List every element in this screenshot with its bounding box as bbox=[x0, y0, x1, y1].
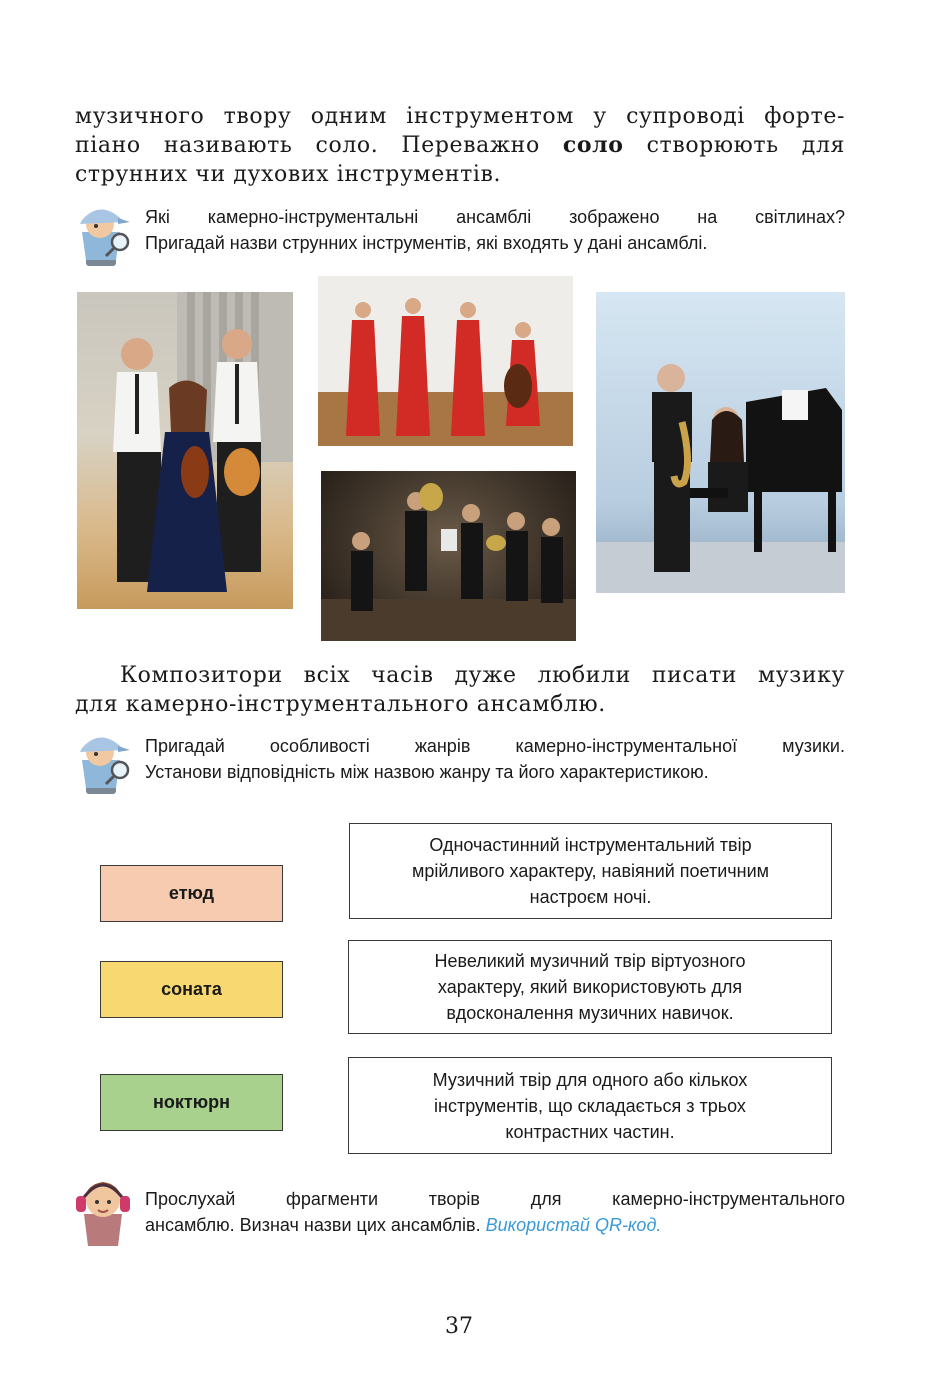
question-line: Установи відповідність між назвою жанру та його характеристикою. bbox=[145, 762, 709, 782]
description-line: характеру, який використовують для bbox=[437, 977, 743, 997]
description-line: настроєм ночі. bbox=[529, 887, 652, 907]
description-line: Невеликий музичний твір віртуозного bbox=[434, 951, 746, 971]
question-line: Пригадай назви струнних інструментів, які входять у дані ансамблі. bbox=[145, 233, 708, 253]
girl-headphones-icon bbox=[70, 1170, 136, 1248]
genre-box-sonata[interactable] bbox=[100, 961, 283, 1018]
detective-magnifier-icon bbox=[72, 726, 134, 798]
description-line: контрастних частин. bbox=[505, 1121, 675, 1142]
bold-term-solo: соло bbox=[562, 132, 624, 158]
description-line: Одночастинний інструментальний твір bbox=[429, 835, 752, 855]
page-number: 37 bbox=[445, 1314, 473, 1339]
paragraph-line: музичного твору одним інструментом у супроводі форте- bbox=[75, 104, 845, 129]
question-line: Які камерно-інструментальні ансамблі зображено на світлинах? bbox=[145, 207, 845, 227]
paragraph-line: струнних чи духових інструментів. bbox=[75, 162, 502, 187]
question-genres bbox=[145, 733, 845, 785]
paragraph-composers bbox=[75, 661, 845, 719]
genre-box-etude[interactable] bbox=[100, 865, 283, 922]
paragraph-line: Композитори всіх часів дуже любили писати музику bbox=[120, 663, 845, 688]
question-ensembles bbox=[145, 204, 845, 256]
description-line: мрійливого характеру, навіяний поетичним bbox=[411, 861, 770, 881]
task-line: Прослухай фрагменти творів для камерно-інструментального bbox=[145, 1189, 845, 1209]
qr-code-link[interactable]: Використай QR-код. bbox=[485, 1215, 662, 1235]
listen-task bbox=[145, 1186, 845, 1238]
description-box-etude[interactable] bbox=[348, 940, 832, 1034]
description-box-sonata[interactable] bbox=[348, 1057, 832, 1154]
detective-magnifier-icon bbox=[72, 198, 134, 270]
description-line: інструментів, що складається з трьох bbox=[434, 1095, 746, 1116]
genre-label: соната bbox=[161, 979, 222, 999]
paragraph-line: для камерно-інструментального ансамблю. bbox=[75, 692, 606, 717]
genre-label: ноктюрн bbox=[153, 1092, 230, 1112]
brass-ensemble-photo bbox=[321, 471, 576, 641]
description-line: Музичний твір для одного або кількох bbox=[432, 1069, 748, 1090]
trio-photo bbox=[77, 292, 293, 609]
description-line: вдосконалення музичних навичок. bbox=[446, 1003, 734, 1023]
genre-box-nocturne[interactable] bbox=[100, 1074, 283, 1131]
saxophone-piano-photo bbox=[596, 292, 845, 593]
task-line: ансамблю. Визнач назви цих ансамблів. Використай QR-код. bbox=[145, 1215, 662, 1235]
description-box-nocturne[interactable] bbox=[349, 823, 832, 919]
question-line: Пригадай особливості жанрів камерно-інструментальної музики. bbox=[145, 736, 845, 756]
genre-label: етюд bbox=[168, 883, 215, 903]
paragraph-solo bbox=[75, 102, 845, 189]
paragraph-line: піано називають соло. Переважно соло створюють для bbox=[75, 132, 845, 158]
string-quartet-photo bbox=[318, 276, 573, 446]
